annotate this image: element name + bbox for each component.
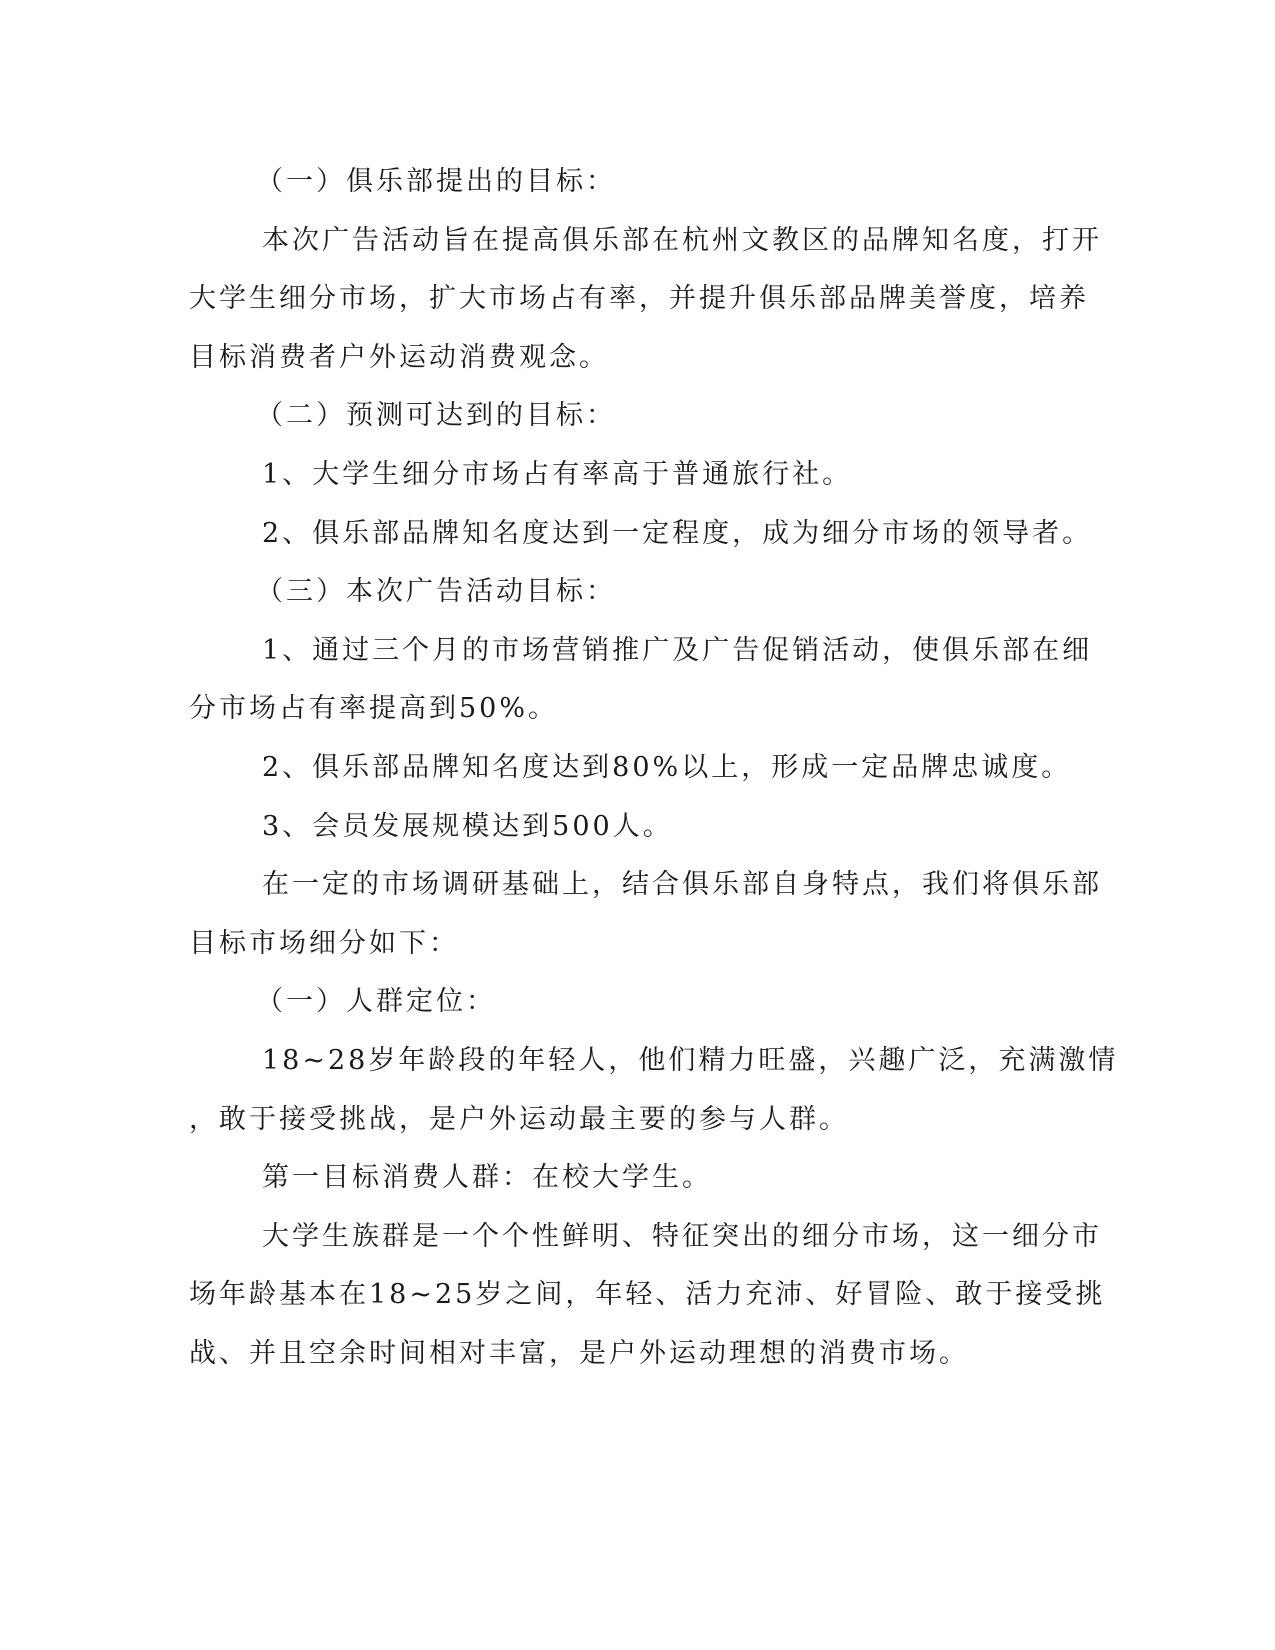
- list-item: 1、通过三个月的市场营销推广及广告促销活动，使俱乐部在细: [262, 635, 1093, 666]
- list-item: 2、俱乐部品牌知名度达到80%以上，形成一定品牌忠诚度。: [262, 752, 1072, 783]
- paragraph-line: 18~28岁年龄段的年轻人，他们精力旺盛，兴趣广泛，充满激情: [262, 1045, 1119, 1076]
- paragraph-line: 战、并且空余时间相对丰富，是户外运动理想的消费市场。: [189, 1338, 969, 1369]
- paragraph-line: 第一目标消费人群：在校大学生。: [262, 1162, 712, 1193]
- paragraph-line: 大学生细分市场，扩大市场占有率，并提升俱乐部品牌美誉度，培养: [189, 283, 1089, 314]
- list-item: 2、俱乐部品牌知名度达到一定程度，成为细分市场的领导者。: [262, 518, 1093, 549]
- paragraph-line: 在一定的市场调研基础上，结合俱乐部自身特点，我们将俱乐部: [262, 869, 1102, 900]
- list-item: 1、大学生细分市场占有率高于普通旅行社。: [262, 459, 853, 490]
- paragraph-line: ，敢于接受挑战，是户外运动最主要的参与人群。: [189, 1104, 849, 1135]
- paragraph-line: 目标市场细分如下：: [189, 928, 459, 959]
- section-heading-audience: （一）人群定位：: [256, 986, 496, 1017]
- paragraph-line: 本次广告活动旨在提高俱乐部在杭州文教区的品牌知名度，打开: [262, 225, 1102, 256]
- section-heading-campaign-goals: （三）本次广告活动目标：: [256, 576, 616, 607]
- paragraph-line: 大学生族群是一个个性鲜明、特征突出的细分市场，这一细分市: [262, 1221, 1102, 1252]
- section-heading-club-goals: （一）俱乐部提出的目标：: [256, 166, 616, 197]
- list-item: 3、会员发展规模达到500人。: [262, 811, 673, 842]
- paragraph-line: 场年龄基本在18~25岁之间，年轻、活力充沛、好冒险、敢于接受挑: [189, 1279, 1106, 1310]
- section-heading-predicted-goals: （二）预测可达到的目标：: [256, 400, 616, 431]
- paragraph-line: 目标消费者户外运动消费观念。: [189, 342, 609, 373]
- list-item-continuation: 分市场占有率提高到50%。: [189, 693, 559, 724]
